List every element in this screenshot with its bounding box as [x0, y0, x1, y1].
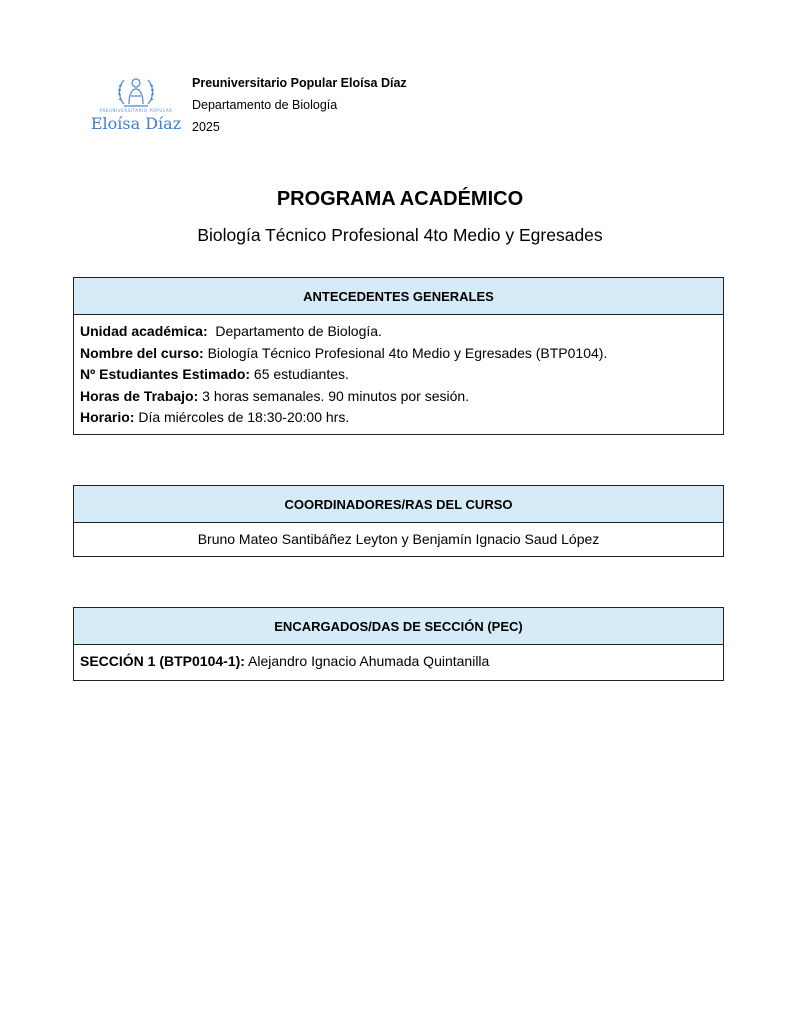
- encargados-heading: ENCARGADOS/DAS DE SECCIÓN (PEC): [74, 608, 723, 645]
- info-row-horas: [80, 386, 717, 408]
- header-text: [192, 72, 407, 138]
- page-subtitle: Biología Técnico Profesional 4to Medio y Egresades: [197, 225, 603, 245]
- info-row-horario: [80, 407, 717, 429]
- info-value: Departamento de Biología.: [207, 323, 382, 339]
- institution-logo: [90, 74, 182, 136]
- logo-name: Eloísa Díaz: [90, 114, 182, 133]
- info-label: Horario:: [80, 409, 135, 425]
- logo-small-text: PREUNIVERSITARIO POPULAR: [99, 108, 173, 113]
- document-header: [90, 70, 590, 140]
- info-value: Biología Técnico Profesional 4to Medio y Egresades (BTP0104).: [203, 344, 608, 361]
- page-title: PROGRAMA ACADÉMICO: [276, 188, 524, 210]
- info-row-unidad: [80, 321, 717, 343]
- info-value: 65 estudiantes.: [250, 366, 349, 382]
- info-row-estudiantes: [80, 364, 717, 386]
- encargados-table: [73, 607, 724, 681]
- coordinadores-table: [73, 485, 724, 557]
- department-name: Departamento de Biología: [192, 98, 338, 112]
- info-label: Nº Estudiantes Estimado:: [80, 366, 251, 382]
- section-value: Alejandro Ignacio Ahumada Quintanilla: [244, 653, 490, 669]
- institution-name: Preuniversitario Popular Eloísa Díaz: [192, 76, 407, 90]
- info-row-nombre-curso: [80, 343, 717, 365]
- coordinadores-heading: COORDINADORES/RAS DEL CURSO: [74, 486, 723, 523]
- info-label: Nombre del curso:: [80, 344, 204, 361]
- info-value: Día miércoles de 18:30-20:00 hrs.: [134, 409, 350, 425]
- antecedentes-table: [73, 277, 724, 435]
- section-row: [80, 651, 717, 673]
- year: 2025: [192, 120, 220, 134]
- logo-emblem-icon: [114, 74, 158, 108]
- info-label: Horas de Trabajo:: [80, 387, 199, 404]
- encargados-body: [74, 645, 723, 676]
- antecedentes-body: [74, 315, 723, 432]
- antecedentes-heading: ANTECEDENTES GENERALES: [74, 278, 723, 315]
- info-value: 3 horas semanales. 90 minutos por sesión.: [198, 387, 470, 404]
- section-label: SECCIÓN 1 (BTP0104-1):: [80, 653, 245, 669]
- info-label: Unidad académica:: [80, 323, 208, 339]
- coordinadores-names: Bruno Mateo Santibáñez Leyton y Benjamín Ignacio Saud López: [197, 531, 600, 547]
